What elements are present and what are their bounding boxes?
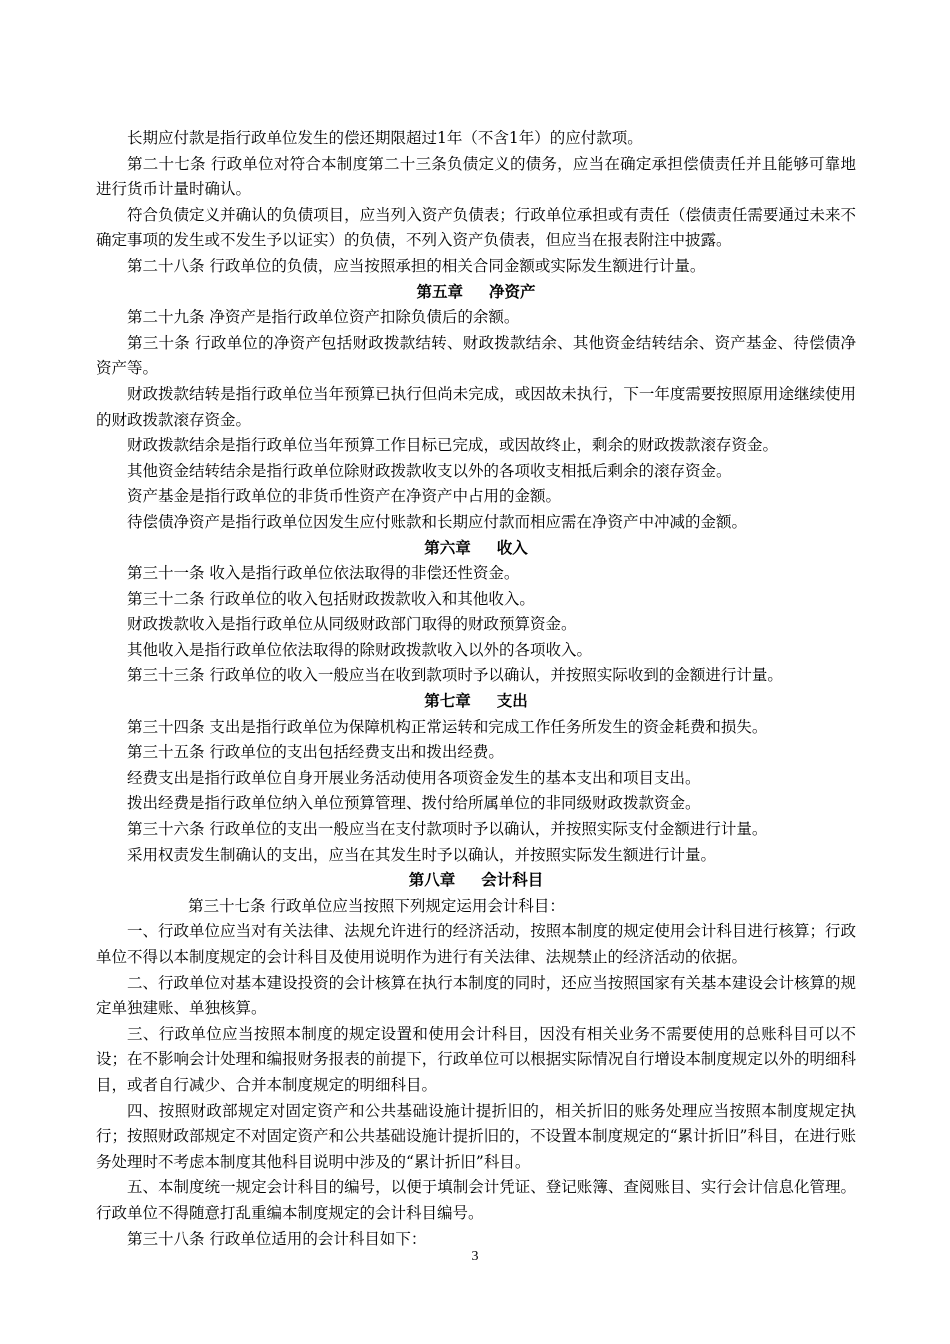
chapter-title: 净资产 [489,282,536,301]
paragraph: 财政拨款结转是指行政单位当年预算已执行但尚未完成，或因故未执行，下一年度需要按照原用途继续使用的财政拨款滚存资金。 [96,384,856,429]
paragraph: 经费支出是指行政单位自身开展业务活动使用各项资金发生的基本支出和项目支出。 [127,768,701,787]
chapter-title: 会计科目 [481,871,544,890]
article-36: 第三十六条 行政单位的支出一般应当在支付款项时予以确认，并按照实际支付金额进行计量。 [127,820,768,839]
paragraph: 长期应付款是指行政单位发生的偿还期限超过1年（不含1年）的应付款项。 [127,129,643,147]
paragraph: 待偿债净资产是指行政单位因发生应付账款和长期应付款而相应需在净资产中冲减的金额。 [127,512,748,531]
chapter-heading-6 [96,536,856,562]
article-27: 第二十七条 行政单位对符合本制度第二十三条负债定义的债务，应当在确定承担偿债责任并且能够可靠地进行货币计量时确认。 [96,154,856,199]
paragraph: 符合负债定义并确认的负债项目，应当列入资产负债表；行政单位承担或有责任（偿债责任需要通过未来不确定事项的发生或不发生予以证实）的负债，不列入资产负债表，但应当在报表附注中披露。 [96,205,856,250]
paragraph: 拨出经费是指行政单位纳入单位预算管理、拨付给所属单位的非同级财政拨款资金。 [127,794,701,813]
list-item: 一、行政单位应当对有关法律、法规允许进行的经济活动，按照本制度的规定使用会计科目进行核算；行政单位不得以本制度规定的会计科目及使用说明作为进行有关法律、法规禁止的经济活动的依据。 [96,922,856,966]
chapter-number: 第七章 [424,692,471,711]
chapter-number: 第六章 [424,538,471,557]
article-28: 第二十八条 行政单位的负债，应当按照承担的相关合同金额或实际发生额进行计量。 [127,256,706,275]
article-37: 第三十七条 行政单位应当按照下列规定运用会计科目： [188,896,565,915]
paragraph: 财政拨款收入是指行政单位从同级财政部门取得的财政预算资金。 [127,615,577,634]
chapter-heading-8 [96,868,856,894]
paragraph: 财政拨款结余是指行政单位当年预算工作目标已完成，或因故终止，剩余的财政拨款滚存资金。 [127,436,779,455]
paragraph: 资产基金是指行政单位的非货币性资产在净资产中占用的金额。 [127,487,562,506]
article-35: 第三十五条 行政单位的支出包括经费支出和拨出经费。 [127,743,504,762]
article-38: 第三十八条 行政单位适用的会计科目如下： [127,1229,427,1248]
article-31: 第三十一条 收入是指行政单位依法取得的非偿还性资金。 [127,564,520,583]
paragraph: 采用权责发生制确认的支出，应当在其发生时予以确认，并按照实际发生额进行计量。 [127,845,717,864]
article-33: 第三十三条 行政单位的收入一般应当在收到款项时予以确认，并按照实际收到的金额进行计量。 [127,666,783,685]
paragraph: 其他收入是指行政单位依法取得的除财政拨款收入以外的各项收入。 [127,640,593,659]
chapter-heading-7 [96,689,856,715]
chapter-title: 收入 [496,538,528,557]
list-item: 三、行政单位应当按照本制度的规定设置和使用会计科目，因没有相关业务不需要使用的总账科目可以不设；在不影响会计处理和编报财务报表的前提下，行政单位可以根据实际情况自行增设本制度规定以外的明细科目，或者自行减少、合并本制度规定的明细科目。 [96,1024,856,1094]
page-number: 3 [471,1249,479,1264]
chapter-number: 第五章 [416,282,463,301]
list-item: 五、本制度统一规定会计科目的编号，以便于填制会计凭证、登记账簿、查阅账目、实行会计信息化管理。行政单位不得随意打乱重编本制度规定的会计科目编号。 [96,1178,856,1222]
list-item: 二、行政单位对基本建设投资的会计核算在执行本制度的同时，还应当按照国家有关基本建设会计核算的规定单独建账、单独核算。 [96,973,856,1018]
article-32: 第三十二条 行政单位的收入包括财政拨款收入和其他收入。 [127,589,535,608]
article-29: 第二十九条 净资产是指行政单位资产扣除负债后的余额。 [127,308,520,327]
article-30: 第三十条 行政单位的净资产包括财政拨款结转、财政拨款结余、其他资金结转结余、资产基金、待偿债净资产等。 [96,333,856,378]
chapter-number: 第八章 [408,871,456,890]
document-body [96,126,856,1252]
chapter-title: 支出 [496,692,528,711]
paragraph: 其他资金结转结余是指行政单位除财政拨款收支以外的各项收支相抵后剩余的滚存资金。 [127,461,732,480]
list-item: 四、按照财政部规定对固定资产和公共基础设施计提折旧的，相关折旧的账务处理应当按照本制度规定执行；按照财政部规定不对固定资产和公共基础设施计提折旧的，不设置本制度规定的“累计折旧”科目，在进行账务处理时不考虑本制度其他科目说明中涉及的“累计折旧”科目。 [96,1101,856,1171]
article-34: 第三十四条 支出是指行政单位为保障机构正常运转和完成工作任务所发生的资金耗费和损失。 [127,717,768,736]
chapter-heading-5 [96,280,856,306]
